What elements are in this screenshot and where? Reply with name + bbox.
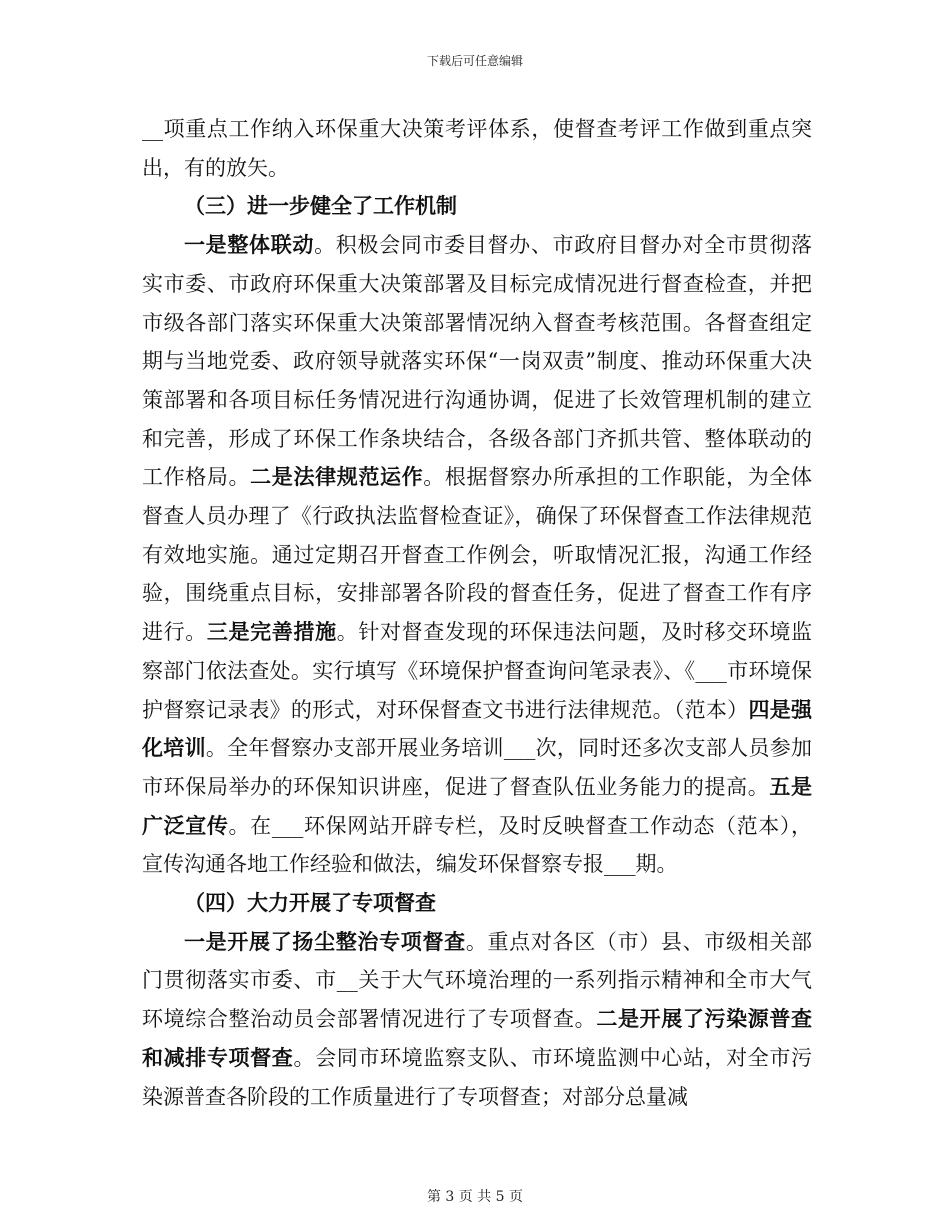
- bold-phrase: 五是广泛宣传: [142, 773, 813, 838]
- bold-phrase: 一是整体联动: [184, 232, 315, 258]
- bold-phrase: 二是法律规范运作: [250, 464, 424, 490]
- section-heading-4: （四）大力开展了专项督查: [184, 890, 436, 916]
- text-run: 。针对督查发现的环保违法问题，及时移交环境监察部门依法查处。实行填写《环境保护督查询问笔录表》、《___市环境保护督察记录表》的形式，对环保督查文书进行法律规范。（范本）: [142, 620, 813, 722]
- bold-phrase: 四是强化培训: [142, 696, 813, 761]
- document-body: [142, 110, 812, 1116]
- paragraph-special-inspection: [142, 923, 812, 1117]
- bold-phrase: 一是开展了扬尘整治专项督查: [184, 928, 466, 954]
- bold-phrase: 三是完善措施: [206, 619, 337, 645]
- text-run: 。在___环保网站开辟专栏，及时反映督查工作动态（范本），宣传沟通各地工作经验和做法，编发环保督察专报___期。: [142, 813, 813, 877]
- page-header: 下载后可任意编辑: [426, 54, 523, 68]
- text-run: 。重点对各区（市）县、市级相关部门贯彻落实市委、市__关于大气环境治理的一系列指示精神和全市大气环境综合整治动员会部署情况进行了专项督查。: [142, 929, 813, 1032]
- page-footer: 第 3 页 共 5 页: [426, 1189, 524, 1205]
- text-run: 。积极会同市委目督办、市政府目督办对全市贯彻落实市委、市政府环保重大决策部署及目标完成情况进行督查检查，并把市级各部门落实环保重大决策部署情况纳入督查考核范围。各督查组定期与当地党委、政府领导就落实环保“一岗双责”制度、推动环保重大决策部署和各项目标任务情况进行沟通协调，促进了长效管理机制的建立和完善，形成了环保工作条块结合，各级各部门齐抓共管、整体联动的工作格局。: [142, 233, 813, 490]
- section-heading-3: （三）进一步健全了工作机制: [184, 193, 457, 219]
- paragraph-work-mechanism: [142, 226, 812, 884]
- bold-phrase: 二是开展了污染源普查和减排专项督查: [142, 1006, 813, 1070]
- text-run: 。根据督察办所承担的工作职能，为全体督查人员办理了《行政执法监督检查证》，确保了环保督查工作法律规范有效地实施。通过定期召开督查工作例会，听取情况汇报，沟通工作经验，围绕重点目标，安排部署各阶段的督查任务，促进了督查工作有序进行。: [142, 465, 813, 645]
- text-run: 。会同市环境监察支队、市环境监测中心站，对全市污染源普查各阶段的工作质量进行了专项督查；对部分总量减: [142, 1045, 813, 1109]
- text-run: 。全年督察办支部开展业务培训___次，同时还多次支部人员参加市环保局举办的环保知识讲座，促进了督查队伍业务能力的提高。: [142, 736, 813, 799]
- paragraph-continuation: __项重点工作纳入环保重大决策考评体系，使督查考评工作做到重点突出，有的放矢。: [142, 117, 812, 180]
